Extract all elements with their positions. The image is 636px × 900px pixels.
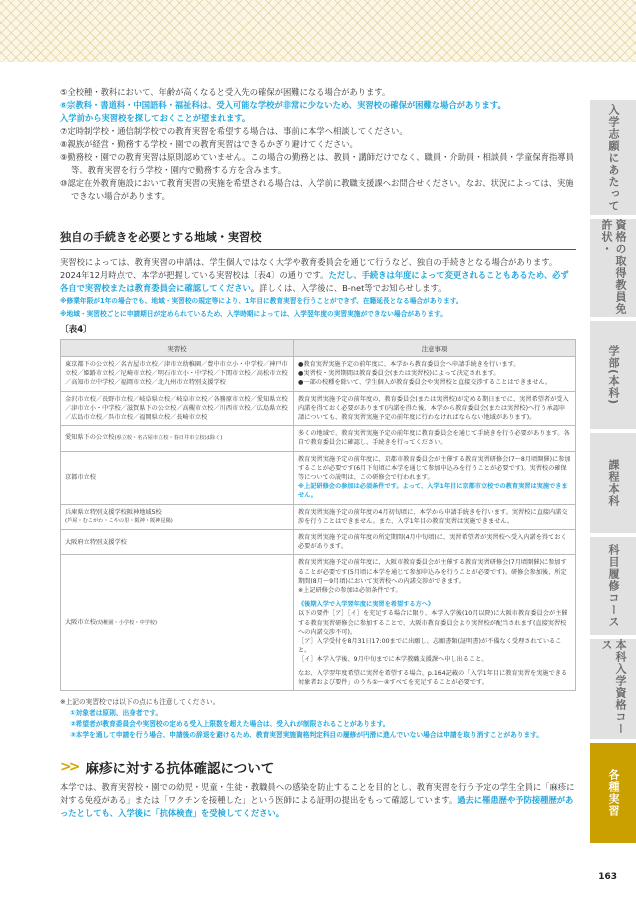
note-line: ［イ］本学入学後、9月中旬までに本学教職支援課へ申し出ること。 <box>298 656 488 664</box>
page-number: 163 <box>598 872 617 882</box>
body-text: 本学では、教育実習校・園での幼児・児童・生徒・教職員への感染を防止することを目的とし、教育実習を行う予定の学生全員に「麻疹に対する免疫がある」または「ワクチンを接種した」という医師による証明の提出をもって確認しています。 <box>60 782 575 806</box>
table-cell-school <box>61 426 294 451</box>
table-cell-school: 京都市立校 <box>61 451 294 504</box>
tab-subject[interactable] <box>590 537 636 635</box>
tab-undergraduate[interactable] <box>590 321 636 429</box>
table-cell-notes <box>294 555 576 691</box>
table-header-row <box>61 340 576 357</box>
note-2: ※地域・実習校ごとに申請期日が定められているため、入学時期によっては、入学翌年度の実習実施ができない場合があります。 <box>60 310 447 318</box>
tab-label: 課程本科 <box>607 459 620 507</box>
double-chevron-icon: >> <box>60 759 78 776</box>
table-cell-school: 金沢市立校／長野市立校／岐阜県立校／岐阜市立校／各務原市立校／愛知県立校／津市立小・中学校／滋賀県下の公立校／高槻市立校／川西市立校／広島県立校／広島市立校／呉市立校／福岡県立校／長崎市立校 <box>61 391 294 426</box>
table-row <box>61 391 576 426</box>
footnote-list <box>60 708 576 741</box>
table-row <box>61 426 576 451</box>
body-highlight: 過去に罹患歴や予防接種歴があったとしても、入学後に「抗体検査」を受検してください。 <box>60 795 574 819</box>
school-name: 兵庫県立特別支援学校阪神地域5校 <box>65 508 162 516</box>
table-cell-school <box>61 504 294 529</box>
list-item: ⑨勤務校・園での教育実習は原則認めていません。この場合の勤務とは、教員・講師だけでなく、職員・介助員・相談員・学童保育指導員等、教育実習を行う学校・園内で勤務する方を含みます。 <box>60 152 574 175</box>
section-body <box>60 256 576 295</box>
table-cell-school: 東京都下の公立校／名古屋市立校／津市立幼稚園／豊中市立小・中学校／神戸市立校／姫路市立校／尼崎市立校／明石市立小・中学校／下関市立校／高松市立校／高知市立中学校／福岡市立校／北九州市立特別支援学校 <box>61 357 294 392</box>
note-line: 以下の要件［ア］［イ］を充足する場合に限り、本学入学後(10月以降)に大阪市教育委員会が主催する教育実習研修会に参加することで、大阪市教育委員会より実習校が配当されます(直接実習校への内諾交渉不可)。 <box>298 610 568 636</box>
table-cell-notes <box>294 530 576 555</box>
school-name-note: (県立校・名古屋市立校・春日井市立校は除く) <box>114 435 223 442</box>
tab-practicum[interactable] <box>590 743 636 843</box>
note-line: ※上記研修会の参加は必須条件です。よって、入学1年目に京都市立校での教育実習は実施できません。 <box>298 483 568 500</box>
tab-label: 本科入学資格コース <box>600 639 627 735</box>
note-line: 教育実習実施予定の前年度に、京都市教育委員会が主催する教育実習研修会(7〜8月頃開催)に参加することが必要です(6月下旬頃に本学を通じて参加申込みを行うことが必要です)。実習校の確保等についての説明は、この研修会で行われます。 <box>298 455 571 482</box>
tab-admission[interactable] <box>590 100 636 215</box>
list-item: ⑦定時制学校・通信制学校での教育実習を希望する場合は、事前に本学へ相談してください。 <box>60 126 408 136</box>
tab-course[interactable] <box>590 433 636 533</box>
table-cell-notes <box>294 504 576 529</box>
body-highlight: ただし、手続きは年度によって変更されることもあるため、必ず各自で実習校または教育委員会に確認してください。 <box>60 270 569 293</box>
body-text-tail: 詳しくは、入学後に、B-net等でお知らせします。 <box>259 283 447 293</box>
school-name-note: (幼稚園・小学校・中学校) <box>95 619 158 626</box>
note-line: 教育実習実施予定の前年度の所定期間(4月中旬頃)に、実習希望者が実習校へ受入内諾を得ておく必要があります。 <box>298 534 567 551</box>
table-cell-school <box>61 555 294 691</box>
footnote-item: ②希望者が教育委員会や実習校の定める受入上限数を超えた場合は、受入れが制限されることがあります。 <box>70 720 390 729</box>
table-row <box>61 451 576 504</box>
body-text: 実習校によっては、教育実習の申請は、学生個人ではなく大学や教育委員会を通じて行うなど、独自の手続きとなる場合があります。2024年12月時点で、本学が把握している実習校は〔表4〕の通りです。 <box>60 257 558 280</box>
precaution-list <box>60 86 576 203</box>
tab-label: 資格の取得教員免許状・ <box>600 219 627 315</box>
school-name: 大阪市立校 <box>65 618 96 626</box>
measles-heading-text: 麻疹に対する抗体確認について <box>85 761 275 778</box>
note-line: ●一部の校種を除いて、学生個人が教育委員会や実習校と直接交渉することはできません。 <box>298 379 552 387</box>
note-line: 教育実習実施予定の前年度の4月初旬頃に、本学から申請手続きを行います。実習校に直接内諾交渉を行うことはできません。また、入学1年目の教育実習は実施できません。 <box>298 508 568 525</box>
section-heading: 独自の手続きを必要とする地域・実習校 <box>60 229 576 250</box>
table-cell-notes <box>294 391 576 426</box>
note-line: ●実習校・実習期間は教育委員会(または実習校)によって決定されます。 <box>298 370 500 378</box>
note-line: ●教育実習実施予定の前年度に、本学から教育委員会へ申請手続きを行います。 <box>298 361 520 368</box>
list-item: 入学前から実習校を探しておくことが望まれます。 <box>60 113 251 123</box>
footnote-item: ①対象者は原則、出身者です。 <box>70 709 163 718</box>
list-item: ⑧親族が経営・勤務する学校・園での教育実習はできるかぎり避けてください。 <box>60 139 358 149</box>
tab-license[interactable] <box>590 219 636 317</box>
list-item: ⑤全校種・教科において、年齢が高くなると受入先の確保が困難になる場合があります。 <box>60 87 391 97</box>
table-row <box>61 504 576 529</box>
list-item: ⑥宗教科・書道科・中国語科・福祉科は、受入可能な学校が非常に少ないため、実習校の確保が困難な場合があります。 <box>60 100 506 110</box>
table-cell-notes <box>294 357 576 392</box>
table-row <box>61 555 576 691</box>
footnote-item: ③本学を通して申請を行う場合、申請後の辞退を避けるため、教育実習実施資格判定科目の履修が円滑に進んでいない場合は申請を取り消すことがあります。 <box>70 731 543 740</box>
decorative-header-band <box>0 0 636 62</box>
school-table <box>60 339 576 691</box>
note-line: ［ア］入学受付を8月31日17:00までに出願し、志願書類(証明書)が不備なく受理されていること。 <box>298 638 562 655</box>
measles-heading <box>60 757 576 777</box>
measles-body <box>60 781 576 820</box>
school-name: 愛知県下の公立校 <box>65 434 115 442</box>
tab-qualification[interactable] <box>590 639 636 739</box>
tab-label: 科目履修コース <box>607 544 620 628</box>
school-name-note: (芦屋・むこがわ・こやの里・阪神・阪神昆陽) <box>65 517 173 524</box>
table-header-notes: 注意事項 <box>294 340 576 357</box>
table-header-school: 実習校 <box>61 340 294 357</box>
table-label: 〔表4〕 <box>60 325 92 335</box>
note-line: 教育実習実施予定の前年度に、大阪市教育委員会が主催する教育実習研修会(7月頃開催)に参加することが必要です(5月頃に本学を通じて参加申込みを行うことが必要です)。研修会参加後、所定期間(8月〜9月頃)において実習校への内諾交渉ができます。 <box>298 559 567 585</box>
note-line: ※上記研修会の参加は必須条件です。 <box>298 587 402 595</box>
tab-label: 各種実習 <box>607 769 620 817</box>
table-cell-notes <box>294 451 576 504</box>
note-line: なお、入学翌年度希望に実習を希望する場合、p.164記載の「入学1年目に教育実習を実施できる対象者および要件」のうち①〜④すべてを充足することが必要です。 <box>298 669 568 686</box>
table-cell-notes <box>294 426 576 451</box>
table-row <box>61 357 576 392</box>
main-content <box>60 86 576 820</box>
note-line: 教育実習実施予定の前年度の、教育委員会(または実習校)が定める期日までに、実習希望者が受入内諾を得ておく必要があります(内諾を得た後、本学から教育委員会(または実習校)へ行う承認申請についても、教育実習実施予定の前年度に行わなければならない地域があります)。 <box>298 395 569 422</box>
note-line: 多くの地域で、教育実習実施予定の前年度に教育委員会を通じて手続きを行う必要があります。各自で教育委員会に確認し、手続きを行ってください。 <box>298 430 570 447</box>
note-subheading: 《後期入学で入学翌年度に実習を希望する方へ》 <box>298 601 435 609</box>
note-1: ※修業年限が1年の場合でも、地域・実習校の規定等により、1年目に教育実習を行うことができず、在籍延長となる場合があります。 <box>60 297 463 305</box>
footnote-lead: ※上記の実習校では以下の点にも注意してください。 <box>60 698 220 707</box>
tab-label: 入学志願にあたって <box>607 103 620 212</box>
side-index-tabs <box>590 100 636 847</box>
table-cell-school: 大阪府立特別支援学校 <box>61 530 294 555</box>
table-row <box>61 530 576 555</box>
tab-label: 学部(本科) <box>607 344 620 406</box>
list-item: ⑩認定在外教育施設において教育実習の実施を希望される場合は、入学前に教職支援課へお問合せください。なお、状況によっては、実施できない場合があります。 <box>60 178 574 201</box>
